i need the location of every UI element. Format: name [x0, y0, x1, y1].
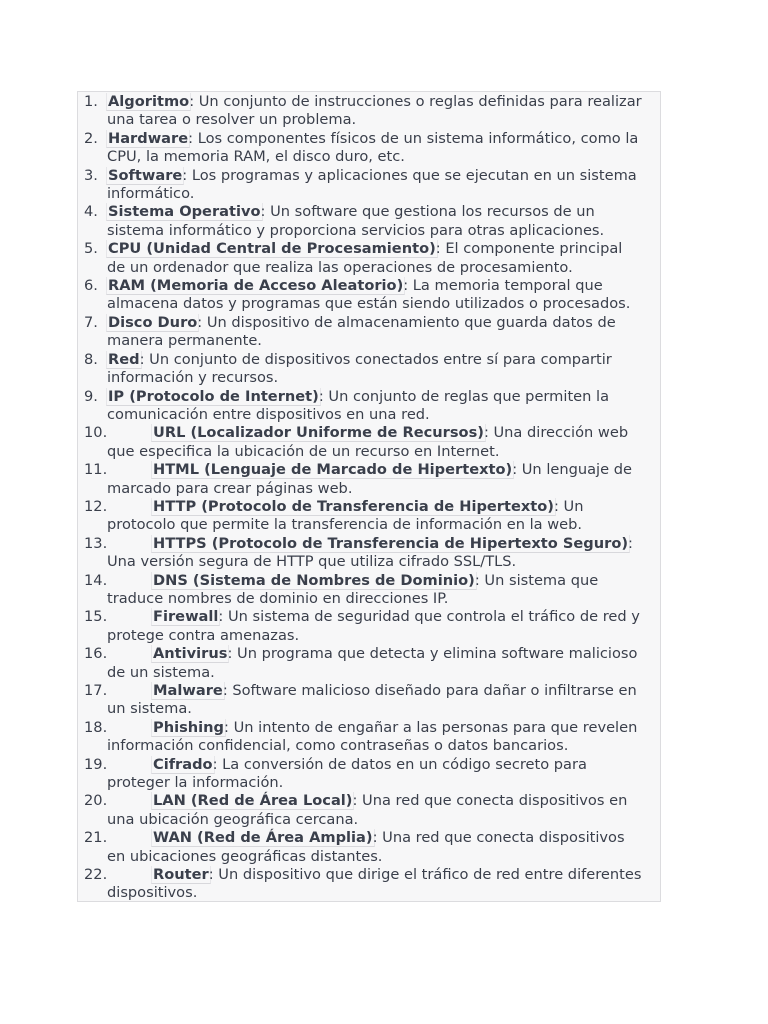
- definition-line: : Un sistema de seguridad que controla el tráfico de red y: [218, 608, 640, 626]
- definition-line: Una versión segura de HTTP que utiliza cifrado SSL/TLS.: [107, 553, 517, 571]
- definition-line: : Un lenguaje de: [512, 461, 632, 479]
- glossary-term: Algoritmo: [108, 93, 190, 110]
- definition-line: : Un conjunto de dispositivos conectados entre sí para compartir: [139, 350, 612, 368]
- glossary-entry: [84, 240, 658, 277]
- definition-line: sistema informático y proporciona servicios para otras aplicaciones.: [107, 221, 605, 239]
- glossary-term: DNS (Sistema de Nombres de Dominio): [153, 571, 475, 589]
- definition-line: manera permanente.: [107, 332, 262, 350]
- entry-number: 8.: [84, 350, 98, 368]
- definition-line: : Un conjunto de instrucciones o reglas definidas para realizar: [189, 93, 642, 110]
- entry-number: 13.: [84, 534, 108, 552]
- definition-line: : La memoria temporal que: [403, 277, 603, 295]
- definition-line: en ubicaciones geográficas distantes.: [107, 847, 383, 865]
- definition-line: dispositivos.: [107, 884, 198, 902]
- entry-number: 19.: [84, 755, 108, 773]
- definition-line: que especifica la ubicación de un recurso en Internet.: [107, 442, 500, 460]
- entry-number: 11.: [84, 461, 108, 479]
- glossary-entry: [84, 388, 658, 425]
- definition-line: : Un dispositivo que dirige el tráfico de red entre diferentes: [208, 866, 642, 884]
- glossary-term: Software: [108, 166, 183, 184]
- definition-line: : Los programas y aplicaciones que se ejecutan en un sistema: [182, 166, 637, 184]
- entry-number: 16.: [84, 645, 108, 663]
- glossary-entry: [84, 756, 658, 793]
- glossary-term: WAN (Red de Área Amplia): [153, 829, 373, 847]
- glossary-term: LAN (Red de Área Local): [153, 792, 353, 810]
- glossary-term: Disco Duro: [108, 313, 198, 331]
- definition-line: una ubicación geográfica cercana.: [107, 810, 359, 828]
- definition-line: : Un dispositivo de almacenamiento que guarda datos de: [197, 313, 616, 331]
- entry-number: 3.: [84, 166, 98, 184]
- glossary-entry: [84, 682, 658, 719]
- entry-number: 5.: [84, 240, 98, 258]
- definition-line: : Un conjunto de reglas que permiten la: [318, 387, 610, 405]
- entry-number: 20.: [84, 792, 108, 810]
- definition-line: de un ordenador que realiza las operaciones de procesamiento.: [107, 258, 573, 276]
- definition-line: : Un sistema que: [474, 571, 599, 589]
- glossary-entry: [84, 203, 658, 240]
- definition-line: : El componente principal: [435, 240, 623, 258]
- entry-number: 4.: [84, 203, 98, 221]
- glossary-term: Red: [108, 350, 140, 368]
- glossary-entry: [84, 130, 658, 167]
- glossary-entry: [84, 93, 658, 130]
- glossary-term: Sistema Operativo: [108, 203, 261, 221]
- entry-number: 1.: [84, 93, 98, 110]
- definition-line: proteger la información.: [107, 774, 284, 792]
- glossary-term: HTML (Lenguaje de Marcado de Hipertexto): [153, 461, 513, 479]
- definition-line: : Una red que conecta dispositivos en: [352, 792, 628, 810]
- glossary-entry: [84, 866, 658, 903]
- definition-line: : Los componentes físicos de un sistema informático, como la: [188, 129, 639, 147]
- definition-line: información y recursos.: [107, 369, 279, 387]
- glossary-entry: [84, 424, 658, 461]
- definition-line: comunicación entre dispositivos en una red.: [107, 405, 430, 423]
- definition-line: : Un programa que detecta y elimina software malicioso: [227, 645, 638, 663]
- glossary-term: Hardware: [108, 129, 189, 147]
- definition-line: de un sistema.: [107, 663, 215, 681]
- entry-number: 6.: [84, 277, 98, 295]
- glossary-entry: [84, 792, 658, 829]
- definition-line: : Un intento de engañar a las personas para que revelen: [224, 718, 638, 736]
- glossary-entry: [84, 351, 658, 388]
- entry-number: 10.: [84, 424, 108, 442]
- glossary-entry: [84, 535, 658, 572]
- definition-line: : Un software que gestiona los recursos de un: [260, 203, 595, 221]
- glossary-term: Firewall: [153, 608, 219, 626]
- entry-number: 17.: [84, 682, 108, 699]
- definition-line: marcado para crear páginas web.: [107, 479, 353, 497]
- definition-line: : Un: [553, 497, 584, 515]
- entry-number: 2.: [84, 129, 98, 147]
- glossary-entry: [84, 461, 658, 498]
- glossary-entry: [84, 608, 658, 645]
- glossary-entry: [84, 645, 658, 682]
- definition-line: protocolo que permite la transferencia de información en la web.: [107, 516, 583, 534]
- definition-line: CPU, la memoria RAM, el disco duro, etc.: [107, 148, 405, 166]
- definition-line: traduce nombres de dominio en direcciones IP.: [107, 589, 449, 607]
- glossary-list: [77, 91, 661, 902]
- definition-line: almacena datos y programas que están siendo utilizados o procesados.: [107, 295, 631, 313]
- definition-line: una tarea o resolver un problema.: [107, 111, 357, 129]
- definition-line: : Una dirección web: [483, 424, 629, 442]
- definition-line: :: [628, 534, 633, 552]
- glossary-term: RAM (Memoria de Acceso Aleatorio): [108, 277, 404, 295]
- definition-line: : Una red que conecta dispositivos: [372, 829, 625, 847]
- glossary-term: Router: [153, 866, 209, 884]
- entry-number: 14.: [84, 571, 108, 589]
- glossary-term: Cifrado: [153, 755, 213, 773]
- entry-number: 15.: [84, 608, 108, 626]
- glossary-entry: [84, 719, 658, 756]
- glossary-term: CPU (Unidad Central de Procesamiento): [108, 240, 436, 258]
- glossary-entry: [84, 572, 658, 609]
- glossary-term: Phishing: [153, 718, 225, 736]
- entry-number: 22.: [84, 866, 108, 884]
- glossary-term: Malware: [153, 682, 223, 699]
- glossary-entry: [84, 277, 658, 314]
- definition-line: protege contra amenazas.: [107, 626, 300, 644]
- glossary-term: HTTP (Protocolo de Transferencia de Hipertexto): [153, 497, 554, 515]
- definition-line: un sistema.: [107, 700, 192, 718]
- glossary-term: IP (Protocolo de Internet): [108, 387, 319, 405]
- glossary-term: Antivirus: [153, 645, 228, 663]
- glossary-entry: [84, 829, 658, 866]
- entry-number: 18.: [84, 718, 108, 736]
- glossary-term: HTTPS (Protocolo de Transferencia de Hipertexto Seguro): [153, 534, 629, 552]
- glossary-entry: [84, 314, 658, 351]
- entry-number: 9.: [84, 387, 98, 405]
- entry-number: 12.: [84, 497, 108, 515]
- glossary-entry: [84, 167, 658, 204]
- glossary-term: URL (Localizador Uniforme de Recursos): [153, 424, 484, 442]
- entry-number: 21.: [84, 829, 108, 847]
- definition-line: información confidencial, como contraseñas o datos bancarios.: [107, 737, 569, 755]
- definition-line: informático.: [107, 185, 195, 203]
- definition-line: : Software malicioso diseñado para dañar o infiltrarse en: [222, 682, 637, 699]
- definition-line: : La conversión de datos en un código secreto para: [212, 755, 587, 773]
- glossary-entry: [84, 498, 658, 535]
- entry-number: 7.: [84, 313, 98, 331]
